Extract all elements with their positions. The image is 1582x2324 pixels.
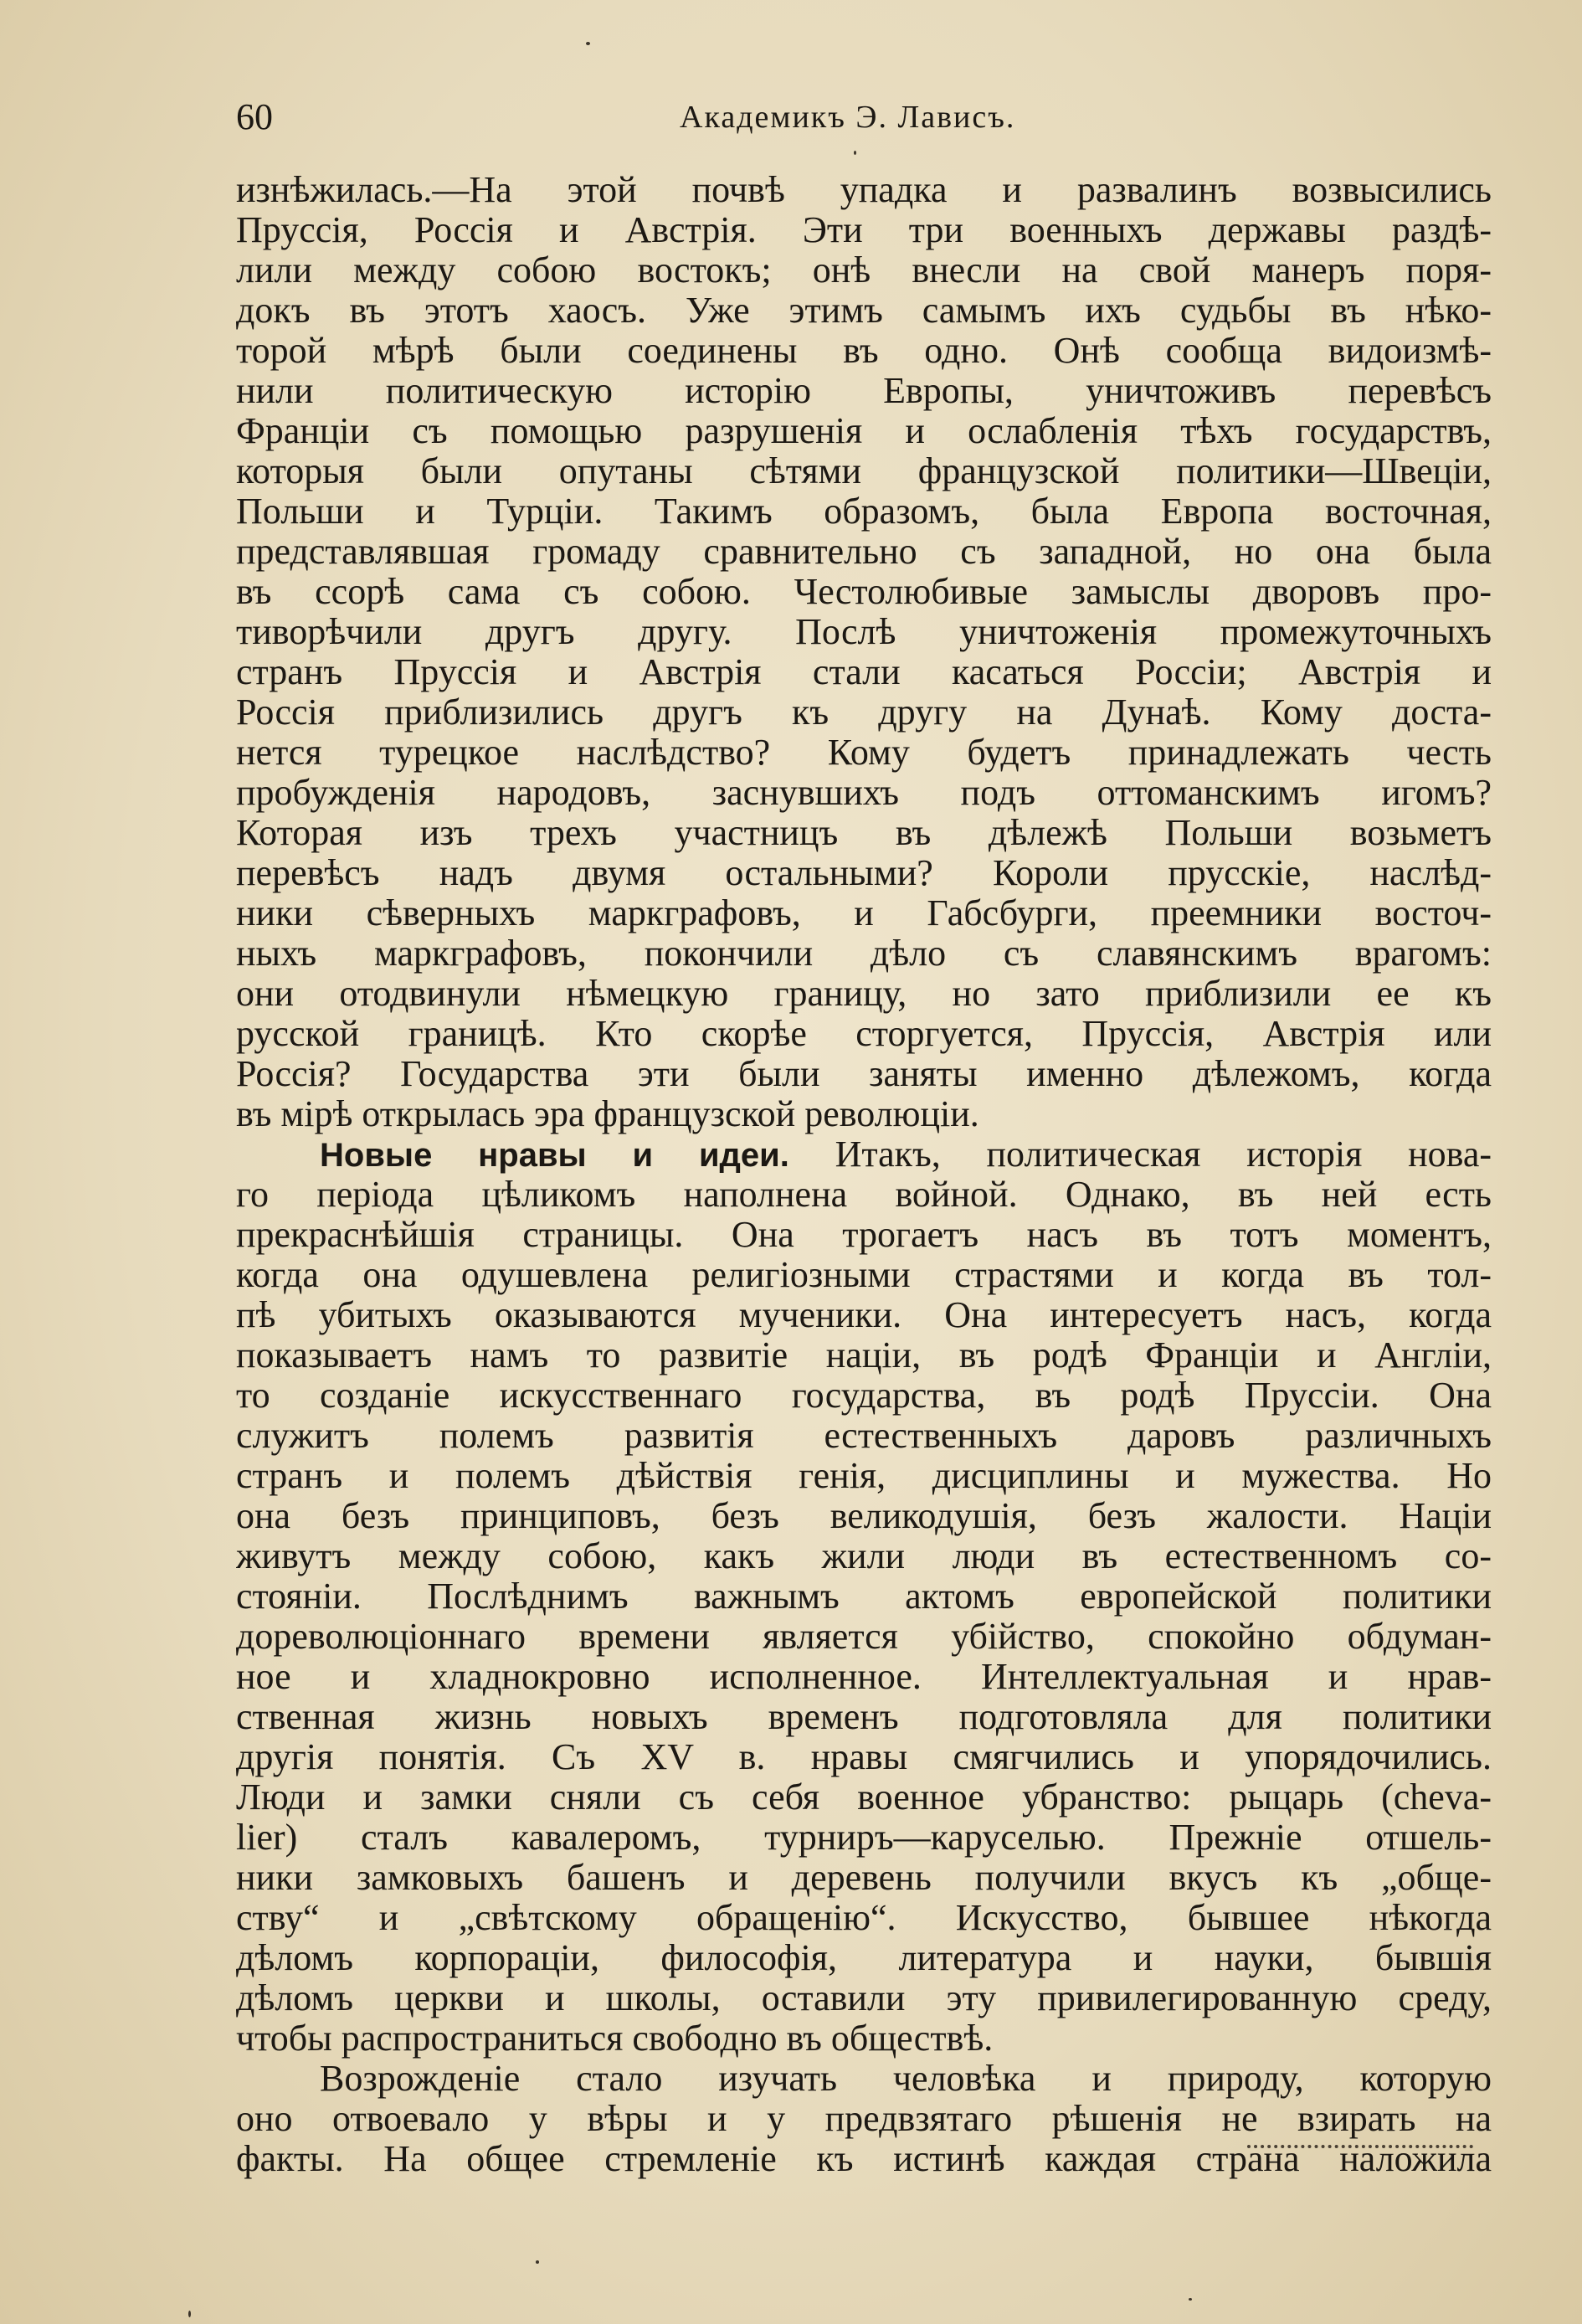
text-line: нили политическую исторію Европы, уничтоживъ перевѣсъ — [236, 371, 1492, 411]
running-head — [236, 94, 1492, 144]
text-line: русской границѣ. Кто скорѣе сторгуется, Пруссія, Австрія или — [236, 1014, 1492, 1054]
text-line: представлявшая громаду сравнительно съ западной, но она была — [236, 532, 1492, 572]
text-line: ныхъ маркграфовъ, покончили дѣло съ славянскимъ врагомъ: — [236, 933, 1492, 974]
paragraph-2 — [236, 1134, 1492, 2059]
text-line: которыя были опутаны сѣтями французской политики—Швеціи, — [236, 451, 1492, 491]
text-line: Которая изъ трехъ участницъ въ дѣлежѣ Польши возьметъ — [236, 813, 1492, 853]
text-line: оно отвоевало у вѣры и у предвзятаго рѣшенія не взирать на — [236, 2099, 1492, 2139]
text-line: чтобы распространиться свободно въ обществѣ. — [236, 2018, 994, 2059]
text-line: прекраснѣйшія страницы. Она трогаетъ насъ въ тотъ моментъ, — [236, 1215, 1492, 1255]
text-line: ству“ и „свѣтскому обращенію“. Искусство, бывшее нѣкогда — [236, 1898, 1492, 1938]
text-line: Польши и Турціи. Такимъ образомъ, была Европа восточная, — [236, 491, 1492, 532]
text-line: го періода цѣликомъ наполнена войной. Однако, въ ней есть — [236, 1175, 1492, 1215]
scan-speck — [586, 42, 590, 45]
running-title: Академикъ Э. Лависъ. — [680, 100, 1016, 135]
text-line: ники сѣверныхъ маркграфовъ, и Габсбурги, преемники восточ- — [236, 893, 1492, 933]
text-line: то созданіе искусственнаго государства, въ родѣ Пруссіи. Она — [236, 1375, 1492, 1416]
dotted-underline — [1247, 2145, 1473, 2148]
text-line: показываетъ намъ то развитіе націи, въ родѣ Франціи и Англіи, — [236, 1335, 1492, 1375]
text-line: ственная жизнь новыхъ временъ подготовляла для политики — [236, 1697, 1492, 1737]
text-line: торой мѣрѣ были соединены въ одно. Онѣ сообща видоизмѣ- — [236, 331, 1492, 371]
section-heading: Новые нравы и идеи. — [320, 1137, 789, 1174]
text-run: Итакъ, политическая исторія нова- — [835, 1134, 1492, 1175]
text-line: Франціи съ помощью разрушенія и ослабленія тѣхъ государствъ, — [236, 411, 1492, 451]
scan-speck — [854, 151, 856, 155]
text-line: лили между собою востокъ; онѣ внесли на свой манеръ поря- — [236, 250, 1492, 290]
text-line: странъ Пруссія и Австрія стали касаться Россіи; Австрія и — [236, 652, 1492, 692]
text-line: Россія приблизились другъ къ другу на Дунаѣ. Кому доста- — [236, 692, 1492, 733]
body-text — [236, 170, 1492, 2179]
text-line: докъ въ этотъ хаосъ. Уже этимъ самымъ ихъ судьбы въ нѣко- — [236, 290, 1492, 331]
text-line: пѣ убитыхъ оказываются мученики. Она интересуетъ насъ, когда — [236, 1295, 1492, 1335]
text-line: дѣломъ корпораціи, философія, литература и науки, бывшія — [236, 1938, 1492, 1978]
text-line: въ мірѣ открылась эра французской революціи. — [236, 1094, 979, 1134]
text-line: Возрожденіе стало изучать человѣка и природу, которую — [320, 2059, 1492, 2099]
text-line: когда она одушевлена религіозными страстями и когда въ тол- — [236, 1255, 1492, 1295]
text-line: пробужденія народовъ, заснувшихъ подъ оттоманскимъ игомъ? — [236, 773, 1492, 813]
text-line: въ ссорѣ сама съ собою. Честолюбивые замыслы дворовъ про- — [236, 572, 1492, 612]
text-line: живутъ между собою, какъ жили люди въ естественномъ со- — [236, 1536, 1492, 1576]
text-line: другія понятія. Съ XV в. нравы смягчились и упорядочились. — [236, 1737, 1492, 1777]
text-line: она безъ принциповъ, безъ великодушія, безъ жалости. Націи — [236, 1496, 1492, 1536]
text-line: факты. На общее стремленіе къ истинѣ каждая страна наложила — [236, 2139, 1492, 2179]
text-line: Россія? Государства эти были заняты именно дѣлежомъ, когда — [236, 1054, 1492, 1094]
text-line: lier) сталъ кавалеромъ, турниръ—каруселью. Прежніе отшель- — [236, 1818, 1492, 1858]
text-line: ное и хладнокровно исполненное. Интеллектуальная и нрав- — [236, 1657, 1492, 1697]
text-line: дѣломъ церкви и школы, оставили эту привилегированную среду, — [236, 1978, 1492, 2018]
text-line: изнѣжилась.—На этой почвѣ упадка и развалинъ возвысились — [236, 170, 1492, 210]
page-number: 60 — [236, 96, 273, 137]
scan-speck — [188, 2311, 191, 2317]
scan-speck — [1189, 2298, 1192, 2301]
text-line: служитъ полемъ развитія естественныхъ даровъ различныхъ — [236, 1416, 1492, 1456]
text-line: тиворѣчили другъ другу. Послѣ уничтоженія промежуточныхъ — [236, 612, 1492, 652]
text-line: дореволюціоннаго времени является убійство, спокойно обдуман- — [236, 1617, 1492, 1657]
text-line-first — [236, 1134, 1492, 1175]
text-line: стояніи. Послѣднимъ важнымъ актомъ европейской политики — [236, 1576, 1492, 1617]
text-line: нется турецкое наслѣдство? Кому будетъ принадлежать честь — [236, 733, 1492, 773]
scan-speck — [536, 2260, 539, 2264]
text-line: они отодвинули нѣмецкую границу, но зато приблизили ее къ — [236, 974, 1492, 1014]
text-line: Люди и замки сняли съ себя военное убранство: рыцарь (cheva- — [236, 1777, 1492, 1818]
text-line: Пруссія, Россія и Австрія. Эти три военныхъ державы раздѣ- — [236, 210, 1492, 250]
paragraph-1 — [236, 170, 1492, 1134]
paragraph-3 — [236, 2059, 1492, 2179]
text-line: странъ и полемъ дѣйствія генія, дисциплины и мужества. Но — [236, 1456, 1492, 1496]
text-line: ники замковыхъ башенъ и деревень получили вкусъ къ „обще- — [236, 1858, 1492, 1898]
text-line: перевѣсъ надъ двумя остальными? Короли прусскіе, наслѣд- — [236, 853, 1492, 893]
